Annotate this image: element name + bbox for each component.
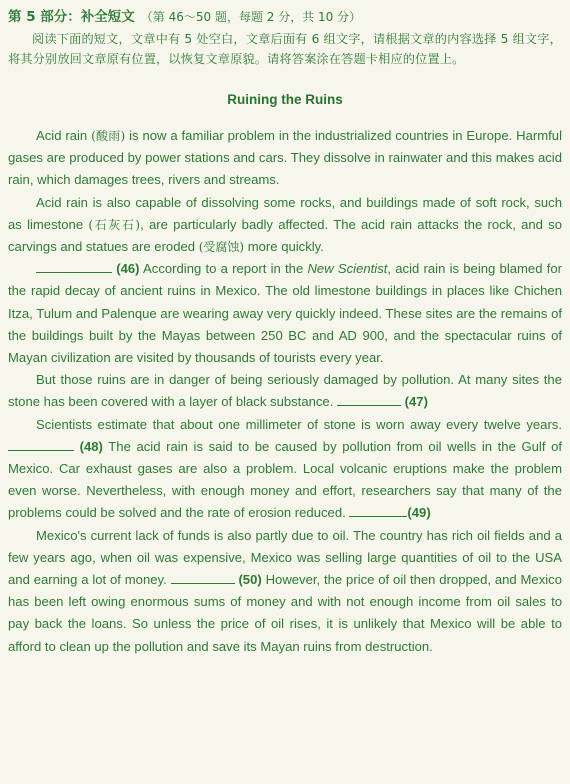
para2-gloss-1: (石灰石) bbox=[88, 217, 141, 232]
passage-title: Ruining the Ruins bbox=[227, 92, 343, 107]
para2-gloss-2: (受腐蚀) bbox=[198, 240, 245, 255]
passage-body bbox=[8, 125, 562, 658]
paragraph-6 bbox=[8, 525, 562, 658]
para2-text-b: , are particularly badly affected. The acid rain attacks the rock, and so carvings and statues are eroded bbox=[8, 216, 562, 255]
para3-text-a: According to a report in the bbox=[139, 261, 308, 277]
para6-text-b: However, the price of oil then dropped, and Mexico has been left owing enormous sums of money and with not enough income from oil sales to pay back the loans. So unless the price of oil rises, it is unlikely that Mexico will be able to afford to clean up the pollution and save its Mayan ruins from destruction. bbox=[8, 572, 562, 654]
para5-text-b: The acid rain is said to be caused by pollution from oil wells in the Gulf of Mexico. Car exhaust gases are also a problem. Local volcanic eruptions make the problem even worse. Nevertheless, with enough money and effort, researchers say that many of the problems could be solved and the rate of erosion reduced. bbox=[8, 438, 563, 521]
para1-gloss: (酸雨) bbox=[91, 129, 126, 143]
para4-text-a: But those ruins are in danger of being seriously damaged by pollution. At many sites the stone has been covered with a layer of black substance. bbox=[8, 372, 562, 410]
section-label: 第 5 部分：补全短文 bbox=[8, 9, 135, 25]
para3-text-b: , acid rain is being blamed for the rapid decay of ancient ruins in Mexico. The old limestone buildings in places like Chichen Itza, Tulum and Palenque are wearing away very quickly indeed. These sites are the remains of the buildings built by the Mayas between 250 BC and AD 900, and the spectacular ruins of Mayan civilization are visited by thousands of tourists every year. bbox=[8, 261, 562, 366]
para2-text-c: more quickly. bbox=[244, 239, 324, 255]
question-number-49: (49) bbox=[407, 505, 431, 521]
paragraph-5 bbox=[8, 414, 562, 525]
answer-blank-47[interactable] bbox=[337, 393, 401, 406]
instructions: 阅读下面的短文，文章中有 5 处空白，文章后面有 6 组文字，请根据文章的内容选择 5 组文字，将其分别放回文章原有位置，以恢复文章原貌。请将答案涂在答题卡相应的位置上。 bbox=[8, 32, 562, 66]
para1-text-a: Acid rain bbox=[36, 128, 92, 143]
paragraph-3 bbox=[8, 258, 562, 369]
section-note: （第 46～50 题，每题 2 分，共 10 分） bbox=[140, 10, 362, 24]
paragraph-2 bbox=[8, 192, 562, 259]
para1-text-b: is now a familiar problem in the industrialized countries in Europe. Harmful gases are produced by power stations and cars. They dissolve in rainwater and this makes acid rain, which damages trees, rivers and streams. bbox=[8, 128, 562, 188]
section-header bbox=[8, 6, 562, 27]
answer-blank-49[interactable] bbox=[349, 504, 407, 517]
para5-text-a: Scientists estimate that about one millimeter of stone is worn away every twelve years. bbox=[36, 416, 562, 432]
para3-source: New Scientist bbox=[307, 261, 388, 277]
question-number-46: (46) bbox=[116, 261, 140, 277]
answer-blank-50[interactable] bbox=[171, 571, 235, 584]
question-number-50: (50) bbox=[238, 572, 262, 588]
answer-blank-48[interactable] bbox=[8, 438, 74, 451]
paragraph-1 bbox=[8, 125, 562, 192]
para2-text-a: Acid rain is also capable of dissolving some rocks, and buildings made of soft rock, such as limestone bbox=[8, 194, 562, 232]
question-number-47: (47) bbox=[404, 394, 428, 410]
paragraph-4 bbox=[8, 369, 562, 413]
para6-text-a: Mexico's current lack of funds is also partly due to oil. The country has rich oil fields and a few years ago, when oil was expensive, Mexico was selling large quantities of oil to the USA and earning a lot of money. bbox=[8, 527, 562, 588]
question-number-48: (48) bbox=[79, 438, 103, 454]
answer-blank-46[interactable] bbox=[36, 260, 112, 273]
